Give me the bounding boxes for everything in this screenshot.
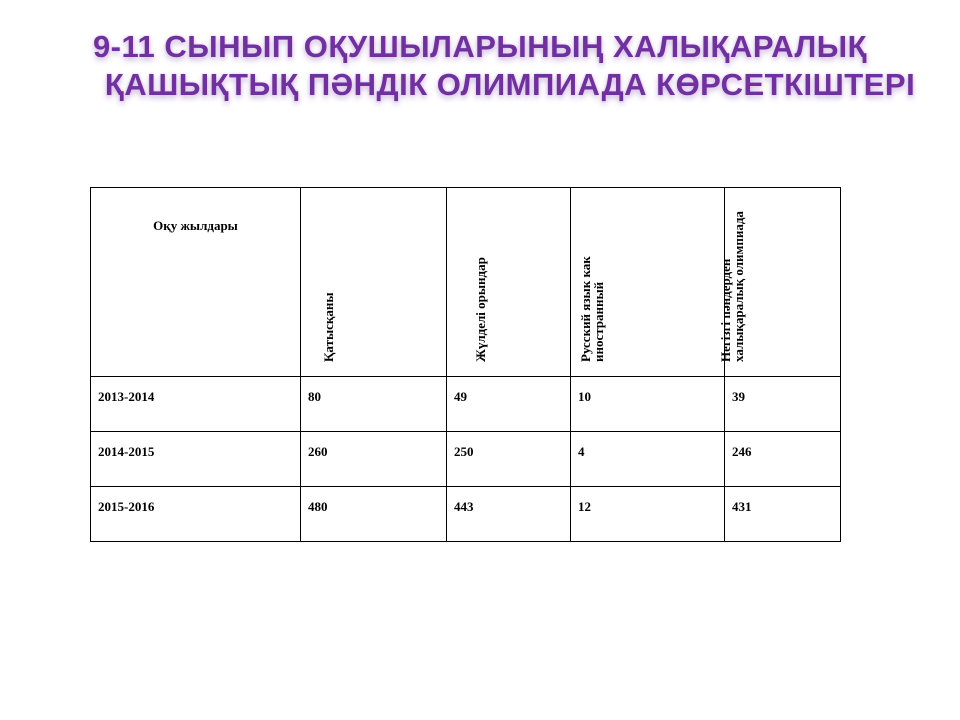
cell-russian-foreign: 10 bbox=[571, 377, 725, 432]
header-prize-places bbox=[447, 188, 571, 377]
table-row bbox=[91, 377, 841, 432]
cell-prize-places: 443 bbox=[447, 487, 571, 542]
slide-title-line-1: 9-11 СЫНЫП ОҚУШЫЛАРЫНЫҢ ХАЛЫҚАРАЛЫҚ bbox=[92, 29, 868, 64]
cell-participated: 260 bbox=[301, 432, 447, 487]
table-row bbox=[91, 432, 841, 487]
cell-russian-foreign: 12 bbox=[571, 487, 725, 542]
cell-participated: 480 bbox=[301, 487, 447, 542]
slide-title bbox=[0, 28, 960, 104]
table-row bbox=[91, 487, 841, 542]
cell-year: 2014-2015 bbox=[91, 432, 301, 487]
cell-core-subjects: 431 bbox=[725, 487, 841, 542]
cell-prize-places: 49 bbox=[447, 377, 571, 432]
header-russian-foreign-label: Русский язык как иностранный bbox=[578, 256, 606, 362]
cell-prize-places: 250 bbox=[447, 432, 571, 487]
cell-year: 2013-2014 bbox=[91, 377, 301, 432]
header-prize-places-label: Жүлделі орындар bbox=[473, 257, 488, 362]
cell-participated: 80 bbox=[301, 377, 447, 432]
table-header-row bbox=[91, 188, 841, 377]
cell-core-subjects: 246 bbox=[725, 432, 841, 487]
slide-title-line-2: ҚАШЫҚТЫҚ ПӘНДІК ОЛИМПИАДА КӨРСЕТКІШТЕРІ bbox=[104, 67, 916, 102]
header-study-years: Оқу жылдары bbox=[91, 188, 301, 377]
header-core-subjects-label: Негізгі пәндерден халықаралық олимпиада bbox=[718, 211, 746, 362]
header-participated-label: Қатысқаны bbox=[321, 292, 336, 362]
cell-core-subjects: 39 bbox=[725, 377, 841, 432]
header-core-subjects bbox=[718, 188, 841, 377]
cell-russian-foreign: 4 bbox=[571, 432, 725, 487]
header-russian-foreign bbox=[571, 188, 725, 377]
olympiad-results-table bbox=[90, 187, 841, 542]
header-participated bbox=[301, 188, 447, 377]
cell-year: 2015-2016 bbox=[91, 487, 301, 542]
